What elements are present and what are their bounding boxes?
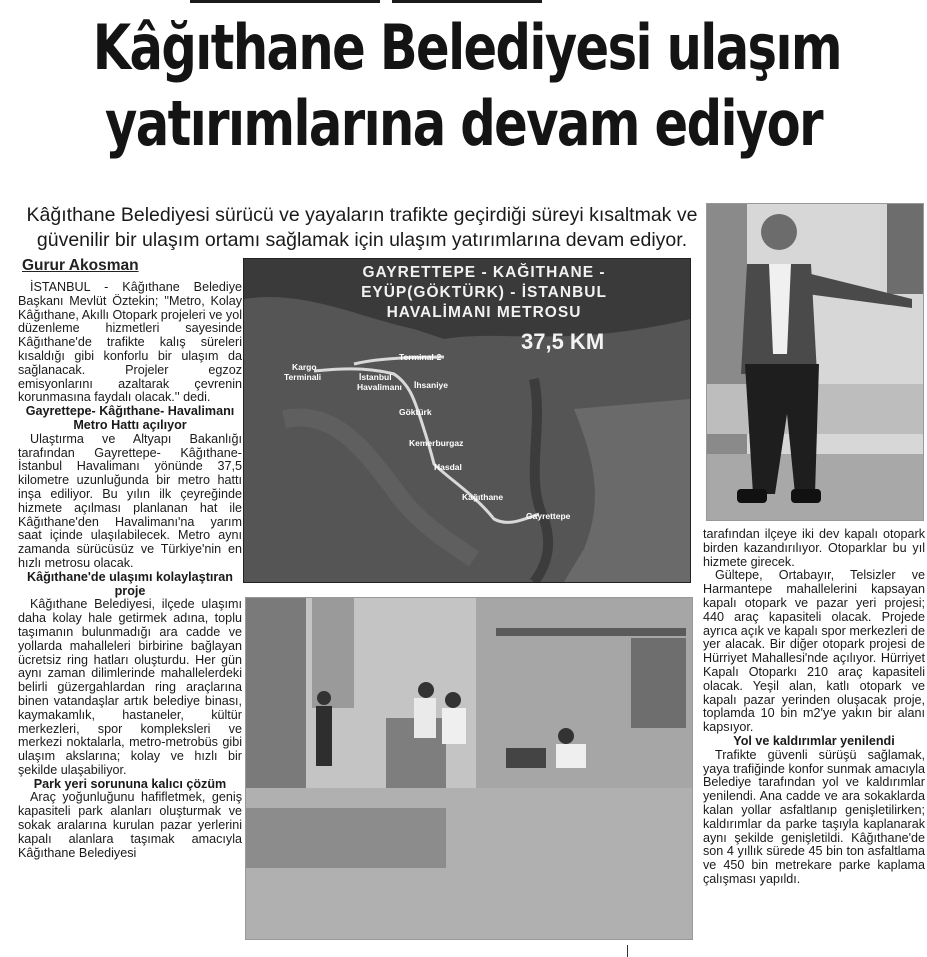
station-label: Havalimanı <box>357 382 402 392</box>
standfirst: Kâğıthane Belediyesi sürücü ve yayaların trafikte geçirdiği süreyi kısaltmak ve güvenilir bir ulaşım ortamı sağlamak için ulaşım yatırımlarına devam ediyor. <box>26 204 698 251</box>
metro-map-image <box>243 258 691 583</box>
portrait-photo <box>706 203 924 521</box>
subheading: Yol ve kaldırımlar yenilendi <box>733 733 895 748</box>
paragraph: Ulaştırma ve Altyapı Bakanlığı tarafından Gayrettepe- Kâğıthane- İstanbul Havalimanı yönünde 37,5 kilometre uzunluğunda bir metro hattı inşa ediliyor. Bu yılın ilk çeyreğinde hizmete açılması planlanan hat ile Kâğıthane'den Havalimanı'na yarım saat içinde ulaşılabilecek. Metro aynı zamanda sürücüsüz ve Türkiye'nin en hızlı metrosu olacak. <box>18 431 242 570</box>
station-label: Terminali <box>284 372 322 382</box>
paragraph: İSTANBUL - Kâğıthane Belediye Başkanı Mevlüt Öztekin; ''Metro, Kolay Kâğıthane, Akıllı Otopark projeleri ve yol düzenleme hizmetleri sayesinde Kâğıthane'de trafikte kalış süreleri kısaldığı gibi konforlu bir ulaşım da sağlanacak. Projeler egzoz emisyonlarını azaltarak çevrenin korunmasına faydalı olacak.'' dedi. <box>18 280 243 405</box>
street-illustration <box>246 598 692 939</box>
headline-line-1: Kâğıthane Belediyesi ulaşım <box>92 11 841 84</box>
subheading: Park yeri sorununa kalıcı çözüm <box>33 776 227 791</box>
station-label: İhsaniye <box>414 380 449 390</box>
paragraph: Araç yoğunluğunu hafifletmek, geniş kapasiteli park alanları oluşturmak ve sokak aralarına kurulan pazar yerlerini kapalı alanlara taşımak amacıyla Kâğıthane Belediyesi <box>18 790 242 860</box>
article-column-left <box>18 281 242 860</box>
paragraph: tarafından ilçeye iki dev kapalı otopark birden kazandırılıyor. Otoparklar bu yıl hizmete girecek. <box>703 527 925 569</box>
map-title-line-3: HAVALİMANI METROSU <box>386 304 582 321</box>
station-label: Gayrettepe <box>526 511 571 521</box>
headline <box>92 10 841 162</box>
byline: Gurur Akosman <box>22 257 139 274</box>
street-works-photo <box>245 597 693 940</box>
station-label: Kargo <box>292 362 317 372</box>
station-label: Kemerburgaz <box>409 438 464 448</box>
article-column-right <box>703 528 925 887</box>
station-label: Kağıthane <box>462 492 504 502</box>
headline-line-2: yatırımlarına devam ediyor <box>105 87 822 160</box>
subheading: Kâğıthane'de ulaşımı kolaylaştıran proje <box>27 569 233 598</box>
paragraph: Trafikte güvenli sürüşü sağlamak, yaya trafiğinde konfor sunmak amacıyla Belediye tarafından yol ve kaldırımlar yenilendi. Ana cadde ve ara sokaklarda kalan yollar asfaltlanıp genişletilirken; kaldırımlar da parke taşıyla kaplanarak aynı şekilde genişletildi. Kâğıthane'de son 4 yıllık sürede 45 bin ton asfaltlama ve 450 bin metrekare parke kaplama çalışması yapıldı. <box>703 747 925 886</box>
top-rule <box>0 0 927 8</box>
portrait-illustration <box>707 204 923 520</box>
map-title <box>304 263 664 323</box>
footer-mark <box>627 945 628 957</box>
map-title-line-2: EYÜP(GÖKTÜRK) - İSTANBUL <box>361 284 607 301</box>
paragraph: Gültepe, Ortabayır, Telsizler ve Harmantepe mahallelerini kapsayan kapalı otopark ve pazar yeri projesi; 440 araç kapasiteli olacak. Projede ayrıca açık ve kapalı spor merkezleri de yer alacak. Bir diğer otopark projesi de Hürriyet Mahallesi'nde açılıyor. Hürriyet Kapalı Otoparkı 210 araç kapasiteli olacak. Yeşil alan, katlı otopark ve kapalı pazar yerinden oluşacak proje, toplamda 10 bin m2'ye yakın bir alanı kapsıyor. <box>703 568 925 735</box>
station-label: Göktürk <box>399 407 432 417</box>
paragraph: Kâğıthane Belediyesi, ilçede ulaşımı daha kolay hale getirmek adına, toplu taşımanın bulunmadığı ara cadde ve yollarda mahalleleri birbirine bağlayan ücretsiz ring hatları oluşturdu. Her gün aynı zaman dilimlerinde mahallelerdeki belirli güzergahlardan ring araçlarına binen vatandaşlar artık belediye binası, kaymakamlık, hastaneler, kültür merkezleri, spor kompleksleri ve merkezi noktalarla, metro-metrobüs gibi ulaşım akslarına; kolay ve hızlı bir şekilde ulaşabiliyor. <box>18 597 242 777</box>
station-label: İstanbul <box>359 372 392 382</box>
station-label: Terminal-2 <box>399 352 442 362</box>
map-distance: 37,5 KM <box>521 329 605 354</box>
subheading: Gayrettepe- Kâğıthane- Havalimanı Metro Hattı açılıyor <box>25 404 235 432</box>
map-title-line-1: GAYRETTEPE - KAĞITHANE - <box>362 264 606 281</box>
station-label: Hasdal <box>434 462 462 472</box>
